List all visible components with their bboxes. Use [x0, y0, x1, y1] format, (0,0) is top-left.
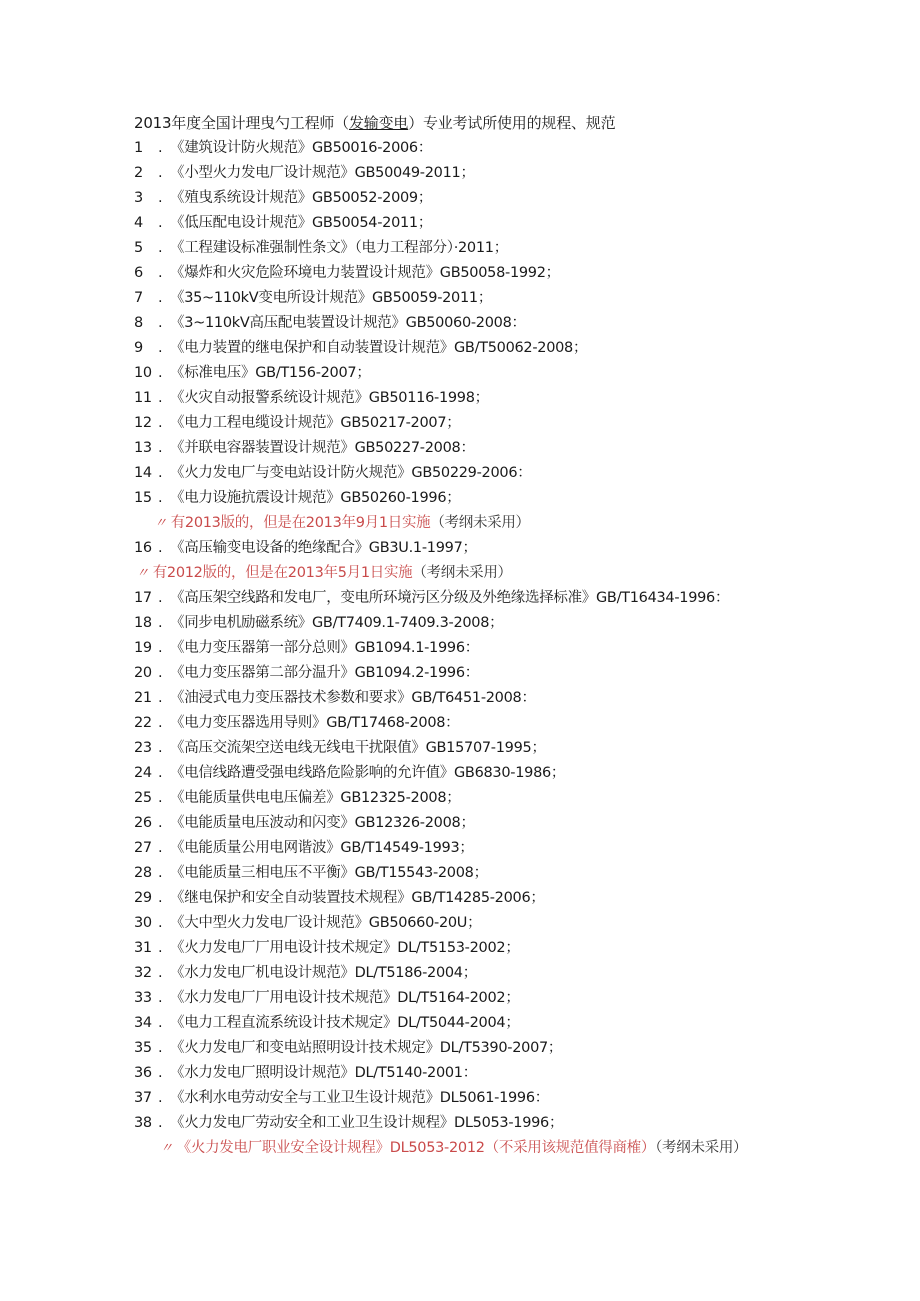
item-number: 28: [134, 865, 152, 881]
note-text: 有2012版的，但是在2013年5月1日实施: [152, 565, 413, 581]
item-number: 10: [134, 365, 152, 381]
list-item: [134, 911, 894, 936]
list-item: [134, 386, 894, 411]
note-mark: 〃: [136, 566, 149, 581]
list-item: [134, 336, 894, 361]
item-dot: .: [158, 865, 163, 881]
item-text: 《电力设施抗震设计规范》GB50260-1996；: [170, 490, 461, 506]
list-item: [134, 436, 894, 461]
regulation-list: [134, 136, 894, 1161]
item-dot: .: [158, 890, 163, 906]
item-text: 《电能质量电压波动和闪变》GB12326-2008；: [170, 815, 475, 831]
item-text: 《火力发电厂厂用电设计技术规定》DL/T5153-2002；: [170, 940, 520, 956]
item-text: 《高压交流架空送电线无线电干扰限值》GB15707-1995；: [170, 740, 546, 756]
item-text: 《高压输变电设备的绝缘配合》GB3U.1-1997；: [170, 540, 477, 556]
list-item: [134, 811, 894, 836]
item-dot: .: [158, 340, 163, 356]
item-dot: .: [158, 290, 163, 306]
item-dot: .: [158, 165, 163, 181]
item-number: 24: [134, 765, 152, 781]
item-number: 25: [134, 790, 152, 806]
item-dot: .: [158, 840, 163, 856]
item-text: 《爆炸和火灾危险环境电力装置设计规范》GB50058-1992；: [170, 265, 560, 281]
item-number: 14: [134, 465, 152, 481]
item-dot: .: [158, 790, 163, 806]
item-dot: .: [158, 615, 163, 631]
item-number: 4: [134, 215, 143, 231]
list-item: [134, 836, 894, 861]
item-dot: .: [158, 190, 163, 206]
item-number: 16: [134, 540, 152, 556]
list-item: [134, 611, 894, 636]
item-dot: .: [158, 640, 163, 656]
item-dot: .: [158, 1015, 163, 1031]
item-number: 20: [134, 665, 152, 681]
list-item: [134, 1061, 894, 1086]
item-text: 《继电保护和安全自动装置技术规程》GB/T14285-2006；: [170, 890, 545, 906]
note-mark: 〃: [154, 516, 167, 531]
note-text: 《火力发电厂职业安全设计规程》DL5053-2012（不采用该规范值得商榷）: [176, 1140, 656, 1156]
item-dot: .: [158, 715, 163, 731]
list-item: [134, 686, 894, 711]
list-item: [134, 786, 894, 811]
item-number: 26: [134, 815, 152, 831]
item-number: 23: [134, 740, 152, 756]
item-dot: .: [158, 1090, 163, 1106]
item-number: 33: [134, 990, 152, 1006]
item-text: 《电能质量供电电压偏差》GB12325-2008；: [170, 790, 461, 806]
note-status: （考纲未采用）: [430, 515, 530, 531]
item-dot: .: [158, 940, 163, 956]
item-number: 38: [134, 1115, 152, 1131]
item-number: 22: [134, 715, 152, 731]
item-number: 2: [134, 165, 143, 181]
list-item: [134, 236, 894, 261]
item-dot: .: [158, 415, 163, 431]
item-text: 《殖曳系统设计规范》GB50052-2009；: [170, 190, 433, 206]
list-item: [134, 161, 894, 186]
item-number: 31: [134, 940, 152, 956]
item-text: 《水力发电厂厂用电设计技术规范》DL/T5164-2002；: [170, 990, 520, 1006]
item-number: 19: [134, 640, 152, 656]
item-text: 《电力工程电缆设计规范》GB50217-2007；: [170, 415, 461, 431]
item-number: 7: [134, 290, 143, 306]
item-text: 《3~110kV高压配电装置设计规范》GB50060-2008：: [170, 315, 526, 331]
list-item: [134, 261, 894, 286]
list-item: [134, 761, 894, 786]
item-text: 《大中型火力发电厂设计规范》GB50660-20U；: [170, 915, 482, 931]
item-number: 37: [134, 1090, 152, 1106]
item-dot: .: [158, 1115, 163, 1131]
list-item: [134, 1086, 894, 1111]
item-number: 8: [134, 315, 143, 331]
item-text: 《水力发电厂照明设计规范》DL/T5140-2001：: [170, 1065, 477, 1081]
title-suffix: ）专业考试所使用的规程、规范: [408, 114, 616, 132]
note-mark: 〃: [160, 1141, 173, 1156]
list-item: [134, 861, 894, 886]
note-status: （考纲未采用）: [412, 565, 512, 581]
item-dot: .: [158, 915, 163, 931]
item-text: 《电信线路遭受强电线路危险影响的允许值》GB6830-1986；: [170, 765, 566, 781]
list-item: [134, 586, 894, 611]
item-text: 《火力发电厂劳动安全和工业卫生设计规程》DL5053-1996；: [170, 1115, 564, 1131]
item-number: 17: [134, 590, 152, 606]
item-number: 9: [134, 340, 143, 356]
list-item: [134, 311, 894, 336]
title-prefix: 2013年度全国计理曳勺工程师（: [134, 114, 349, 132]
item-dot: .: [158, 140, 163, 156]
list-item: [134, 936, 894, 961]
item-text: 《火力发电厂与变电站设计防火规范》GB50229-2006：: [170, 465, 532, 481]
item-text: 《高压架空线路和发电厂，变电所环境污区分级及外绝缘选择标准》GB/T16434-1996：: [170, 590, 730, 606]
exam-note: [134, 1136, 894, 1161]
list-item: [134, 486, 894, 511]
item-text: 《火灾自动报警系统设计规范》GB50116-1998；: [170, 390, 489, 406]
item-text: 《小型火力发电厂设计规范》GB50049-2011；: [170, 165, 475, 181]
item-number: 1: [134, 140, 143, 156]
item-dot: .: [158, 240, 163, 256]
item-text: 《油浸式电力变压器技术参数和要求》GB/T6451-2008：: [170, 690, 536, 706]
item-text: 《火力发电厂和变电站照明设计技术规定》DL/T5390-2007；: [170, 1040, 563, 1056]
exam-note: [134, 511, 894, 536]
item-text: 《电力变压器第二部分温升》GB1094.2-1996：: [170, 665, 479, 681]
item-dot: .: [158, 465, 163, 481]
item-dot: .: [158, 665, 163, 681]
note-status: （考纲未采用）: [655, 1140, 748, 1156]
list-item: [134, 886, 894, 911]
list-item: [134, 211, 894, 236]
item-number: 35: [134, 1040, 152, 1056]
item-number: 21: [134, 690, 152, 706]
item-number: 36: [134, 1065, 152, 1081]
item-dot: .: [158, 440, 163, 456]
note-text: 有2013版的，但是在2013年9月1日实施: [170, 515, 431, 531]
item-dot: .: [158, 690, 163, 706]
item-text: 《水利水电劳动安全与工业卫生设计规范》DL5061-1996：: [170, 1090, 549, 1106]
page-title: [134, 112, 615, 134]
item-dot: .: [158, 1065, 163, 1081]
list-item: [134, 361, 894, 386]
item-text: 《低压配电设计规范》GB50054-2011；: [170, 215, 433, 231]
item-text: 《电力变压器选用导则》GB/T17468-2008：: [170, 715, 460, 731]
item-text: 《电能质量公用电网谐波》GB/T14549-1993；: [170, 840, 474, 856]
item-dot: .: [158, 315, 163, 331]
item-number: 29: [134, 890, 152, 906]
exam-note: [134, 561, 894, 586]
item-number: 15: [134, 490, 152, 506]
item-text: 《35~110kV变电所设计规范》GB50059-2011；: [170, 290, 493, 306]
item-text: 《工程建设标准强制性条文》（电力工程部分）·2011；: [170, 240, 508, 256]
item-dot: .: [158, 965, 163, 981]
item-text: 《建筑设计防火规范》GB50016-2006：: [170, 140, 433, 156]
item-text: 《电能质量三相电压不平衡》GB/T15543-2008；: [170, 865, 488, 881]
item-dot: .: [158, 365, 163, 381]
item-text: 《水力发电厂机电设计规范》DL/T5186-2004；: [170, 965, 477, 981]
list-item: [134, 461, 894, 486]
item-text: 《电力工程直流系统设计技术规定》DL/T5044-2004；: [170, 1015, 520, 1031]
list-item: [134, 1011, 894, 1036]
item-dot: .: [158, 215, 163, 231]
item-text: 《电力装置的继电保护和自动装置设计规范》GB/T50062-2008；: [170, 340, 588, 356]
item-text: 《电力变压器第一部分总则》GB1094.1-1996：: [170, 640, 479, 656]
item-number: 18: [134, 615, 152, 631]
list-item: [134, 1036, 894, 1061]
item-number: 32: [134, 965, 152, 981]
list-item: [134, 961, 894, 986]
item-dot: .: [158, 1040, 163, 1056]
item-number: 30: [134, 915, 152, 931]
list-item: [134, 536, 894, 561]
item-dot: .: [158, 265, 163, 281]
item-dot: .: [158, 990, 163, 1006]
item-number: 12: [134, 415, 152, 431]
item-number: 13: [134, 440, 152, 456]
list-item: [134, 986, 894, 1011]
item-text: 《同步电机励磁系统》GB/T7409.1-7409.3-2008；: [170, 615, 504, 631]
item-number: 5: [134, 240, 143, 256]
list-item: [134, 136, 894, 161]
item-dot: .: [158, 765, 163, 781]
item-dot: .: [158, 390, 163, 406]
item-number: 11: [134, 390, 152, 406]
list-item: [134, 736, 894, 761]
item-number: 3: [134, 190, 143, 206]
item-number: 34: [134, 1015, 152, 1031]
list-item: [134, 711, 894, 736]
title-underlined: 发输变电: [348, 114, 409, 132]
item-dot: .: [158, 540, 163, 556]
item-text: 《并联电容器装置设计规范》GB50227-2008：: [170, 440, 475, 456]
item-dot: .: [158, 815, 163, 831]
list-item: [134, 286, 894, 311]
item-number: 27: [134, 840, 152, 856]
item-number: 6: [134, 265, 143, 281]
item-dot: .: [158, 490, 163, 506]
item-dot: .: [158, 740, 163, 756]
item-dot: .: [158, 590, 163, 606]
list-item: [134, 411, 894, 436]
list-item: [134, 661, 894, 686]
list-item: [134, 636, 894, 661]
list-item: [134, 186, 894, 211]
item-text: 《标准电压》GB/T156-2007；: [170, 365, 371, 381]
list-item: [134, 1111, 894, 1136]
